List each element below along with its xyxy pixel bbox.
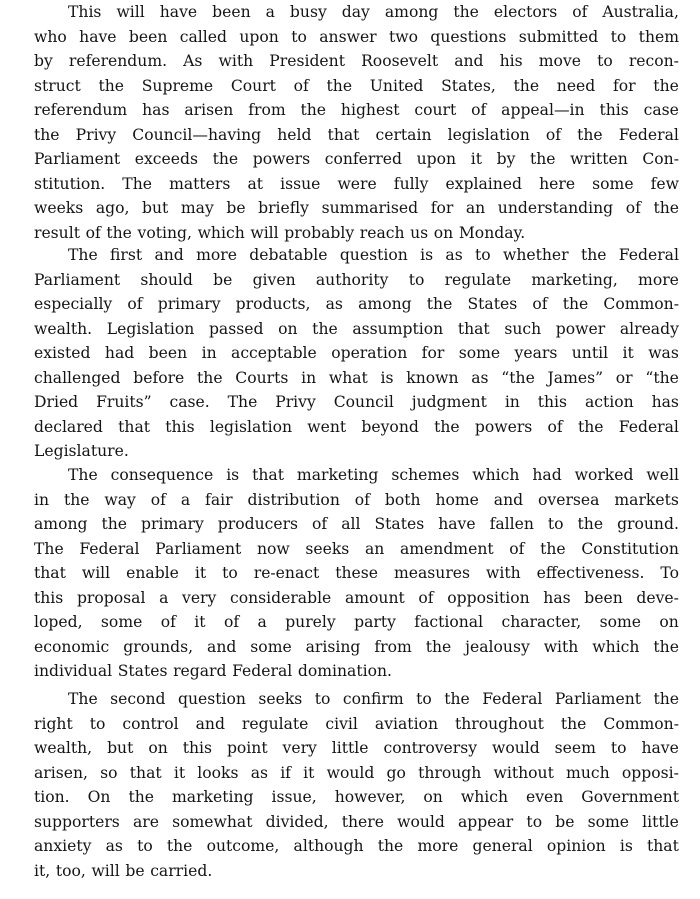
- text-line: among the primary producers of all States have fallen to the ground.: [34, 515, 679, 534]
- text-line: the Privy Council—having held that certain legislation of the Federal: [34, 125, 679, 144]
- paragraph: [34, 0, 679, 245]
- text-line: The consequence is that marketing schemes which had worked well: [68, 466, 679, 484]
- text-line: right to control and regulate civil aviation throughout the Common-: [34, 714, 679, 733]
- text-line: This will have been a busy day among the electors of Australia,: [68, 3, 679, 21]
- text-line: The Federal Parliament now seeks an amendment of the Constitution: [34, 539, 679, 558]
- text-line: Legislature.: [34, 442, 129, 461]
- text-line: that will enable it to re-enact these measures with effectiveness. To: [34, 564, 679, 583]
- text-line: wealth. Legislation passed on the assumption that such power already: [34, 319, 679, 338]
- text-line: Parliament should be given authority to regulate marketing, more: [34, 270, 679, 289]
- text-line: economic grounds, and some arising from the jealousy with which the: [34, 637, 679, 656]
- text-line: referendum has arisen from the highest court of appeal—in this case: [34, 101, 679, 120]
- text-line: struct the Supreme Court of the United States, the need for the: [34, 76, 679, 95]
- text-line: stitution. The matters at issue were fully explained here some few: [34, 174, 679, 193]
- text-line: result of the voting, which will probably reach us on Monday.: [34, 223, 526, 242]
- text-line: anxiety as to the outcome, although the more general opinion is that: [34, 837, 679, 856]
- text-line: who have been called upon to answer two questions submitted to them: [34, 27, 679, 46]
- text-line: existed had been in acceptable operation for some years until it was: [34, 344, 679, 363]
- text-line: declared that this legislation went beyond the powers of the Federal: [34, 417, 679, 436]
- paragraph: [34, 463, 679, 684]
- paragraph: [34, 687, 679, 883]
- text-line: individual States regard Federal domination.: [34, 662, 392, 681]
- text-line: Parliament exceeds the powers conferred upon it by the written Con-: [34, 150, 679, 169]
- text-line: Dried Fruits” case. The Privy Council judgment in this action has: [34, 393, 679, 412]
- text-line: The second question seeks to confirm to the Federal Parliament the: [68, 690, 679, 708]
- paragraph: [34, 243, 679, 464]
- text-line: challenged before the Courts in what is known as “the James” or “the: [34, 368, 679, 387]
- text-line: weeks ago, but may be briefly summarised for an understanding of the: [34, 199, 679, 218]
- text-line: in the way of a fair distribution of both home and oversea markets: [34, 490, 679, 509]
- text-line: The first and more debatable question is as to whether the Federal: [68, 246, 679, 264]
- text-line: supporters are somewhat divided, there would appear to be some little: [34, 812, 679, 831]
- text-line: it, too, will be carried.: [34, 861, 213, 880]
- text-line: this proposal a very considerable amount of opposition has been deve-: [34, 588, 679, 607]
- text-line: by referendum. As with President Roosevelt and his move to recon-: [34, 52, 679, 71]
- text-line: especially of primary products, as among the States of the Common-: [34, 295, 679, 314]
- text-line: arisen, so that it looks as if it would go through without much opposi-: [34, 763, 679, 782]
- text-line: loped, some of it of a purely party factional character, some on: [34, 613, 679, 632]
- text-line: tion. On the marketing issue, however, on which even Government: [34, 788, 679, 807]
- text-line: wealth, but on this point very little controversy would seem to have: [34, 739, 679, 758]
